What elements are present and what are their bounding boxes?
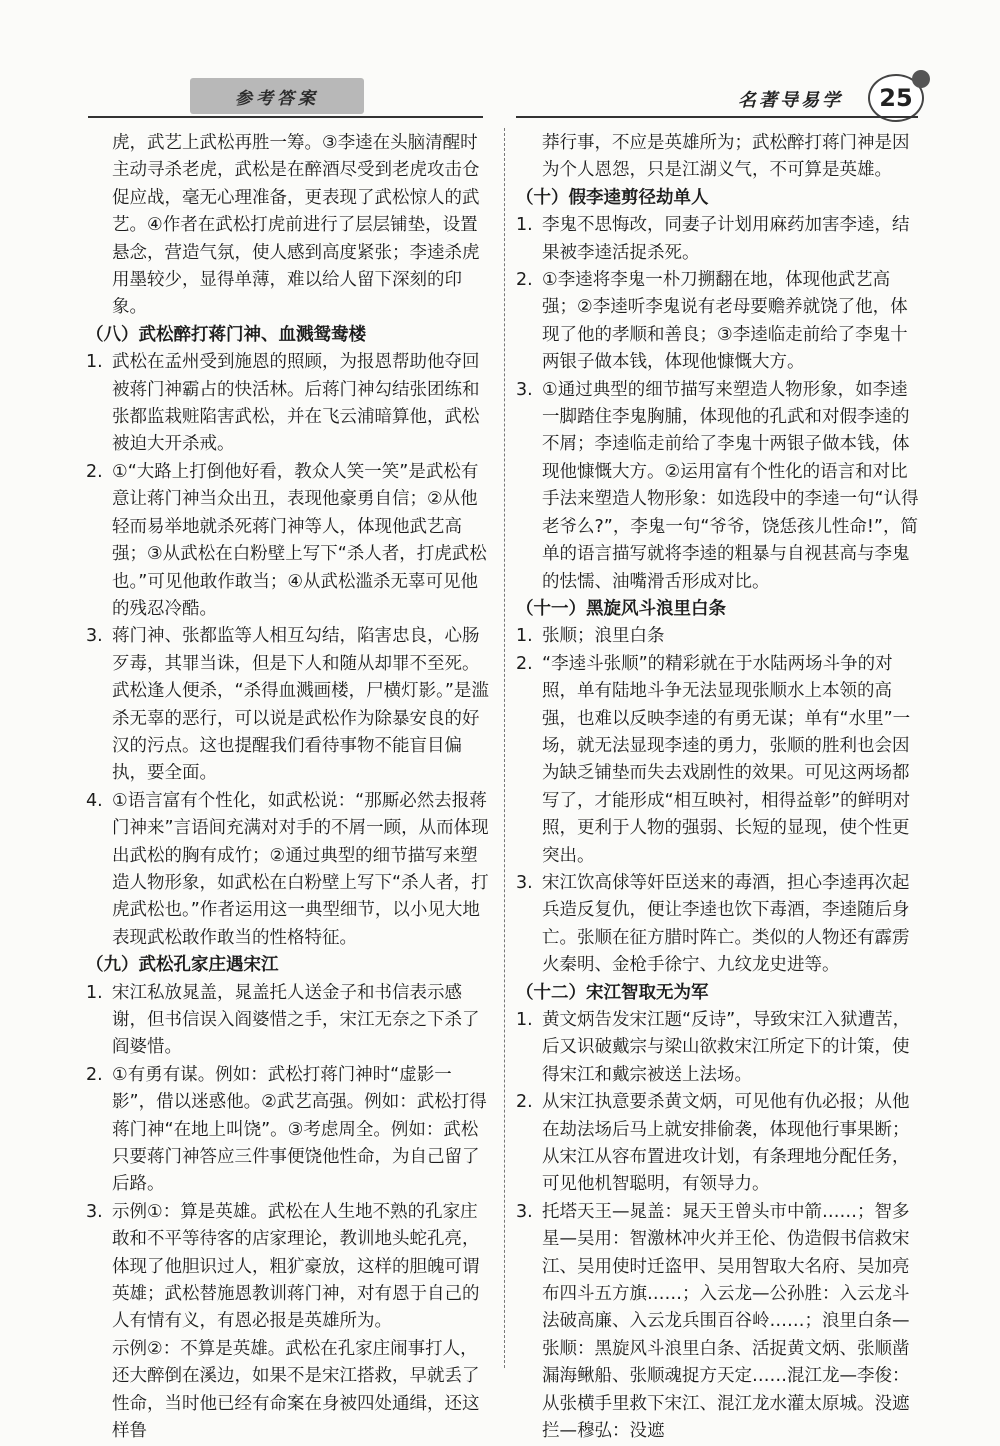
book-title: 名著导易学 <box>738 90 843 111</box>
section-heading: （九）武松孔家庄遇宋江 <box>86 955 279 976</box>
item-text: 示例①：算是英雄。武松在人生地不熟的孔家庄敢和不平等待客的店家理论，教训地头蛇孔亮，体现了他胆识过人，粗犷豪放，这样的胆魄可谓英雄；武松替施恩教训蒋门神，对有恩于自己的人有情有义，有恩必报是英雄所为。 <box>112 1201 480 1332</box>
item-text: 张顺；浪里白条 <box>542 626 665 647</box>
item-number: 2. <box>86 461 103 482</box>
item-number: 3. <box>86 1201 103 1222</box>
section-heading: （八）武松醉打蒋门神、血溅鸳鸯楼 <box>86 324 366 345</box>
item-text: 从宋江执意要杀黄文炳，可见他有仇必报；从他在劫法场后马上就安排偷袭，体现他行事果断；从宋江从容布置进攻计划，有条理地分配任务，可见他机智聪明，有领导力。 <box>542 1092 910 1195</box>
left-column <box>86 130 492 1446</box>
item-text: ①“大路上打倒他好看，教众人笑一笑”是武松有意让蒋门神当众出丑，表现他豪勇自信；②从他轻而易举地就杀死蒋门神等人，体现他武艺高强；③从武松在白粉壁上写下“杀人者，打虎武松也。”可见他敢作敢当；④从武松滥杀无辜可见他的残忍冷酷。 <box>112 461 487 619</box>
item-number: 3. <box>86 626 103 647</box>
item-number: 2. <box>516 653 533 674</box>
item-text: ①李逵将李鬼一朴刀搠翻在地，体现他武艺高强；②李逵听李鬼说有老母要赡养就饶了他，体现了他的孝顺和善良；③李逵临走前给了李鬼十两银子做本钱，体现他慷慨大方。 <box>542 270 908 373</box>
answer-item <box>516 651 922 870</box>
page-number-badge <box>868 74 924 122</box>
item-number: 3. <box>516 379 533 400</box>
item-number: 2. <box>516 1092 533 1113</box>
item-number: 2. <box>516 270 533 291</box>
answer-item <box>86 349 492 459</box>
section-heading: （十）假李逵剪径劫单人 <box>516 187 709 208</box>
answer-key-tag: 参考答案 <box>190 78 364 114</box>
column-divider <box>504 128 505 1368</box>
item-text: 武松在孟州受到施恩的照顾，为报恩帮助他夺回被蒋门神霸占的快活林。后蒋门神勾结张团练和张都监栽赃陷害武松，并在飞云浦暗算他，武松被迫大开杀戒。 <box>112 352 480 455</box>
section-heading: （十二）宋江智取无为军 <box>516 982 709 1003</box>
answer-item <box>86 1199 492 1336</box>
header-rule-left <box>88 116 483 118</box>
answer-item <box>86 1062 492 1199</box>
answer-item <box>516 377 922 596</box>
item-number: 3. <box>516 872 533 893</box>
page-header <box>0 0 1000 125</box>
item-number: 1. <box>516 215 533 236</box>
item-text: 托塔天王—晁盖：晁天王曾头市中箭……；智多星—吴用：智激林冲火并王伦、伪造假书信救宋江、吴用使时迁盗甲、吴用智取大名府、吴加亮布四斗五方旗……；入云龙—公孙胜：入云龙斗法破高廉、入云龙兵围百谷岭……；浪里白条—张顺：黑旋风斗浪里白条、活捉黄文炳、张顺凿漏海鳅船、张顺魂捉方天定……混江龙—李俊：从张横手里救下宋江、混江龙水灌太原城。没遮拦—穆弘：没遮 <box>542 1201 910 1442</box>
carry-over-text: 莽行事，不应是英雄所为；武松醉打蒋门神是因为个人恩怨，只是江湖义气，不可算是英雄。 <box>542 133 910 181</box>
answer-item <box>86 788 492 952</box>
item-text: 宋江私放晁盖，晁盖托人送金子和书信表示感谢，但书信误入阎婆惜之手，宋江无奈之下杀了阎婆惜。 <box>112 982 480 1058</box>
answer-item <box>86 459 492 623</box>
item-number: 1. <box>86 352 103 373</box>
item-text: 宋江饮高俅等奸臣送来的毒酒，担心李逵再次起兵造反复仇，便让李逵也饮下毒酒，李逵随后身亡。张顺在征方腊时阵亡。类似的人物还有霹雳火秦明、金枪手徐宁、九纹龙史进等。 <box>542 872 910 976</box>
item-text: 蒋门神、张都监等人相互勾结，陷害忠良，心肠歹毒，其罪当诛，但是下人和随从却罪不至死。武松逢人便杀，“杀得血溅画楼，尸横灯影。”是滥杀无辜的恶行，可以说是武松作为除暴安良的好汉的污点。这也提醒我们看待事物不能盲目偏执，要全面。 <box>112 626 489 784</box>
answer-item <box>516 212 922 267</box>
answer-item <box>516 1089 922 1199</box>
item-text: ①语言富有个性化，如武松说：“那厮必然去报蒋门神来”言语间充满对对手的不屑一顾，从而体现出武松的胸有成竹；②通过典型的细节描写来塑造人物形象，如武松在白粉壁上写下“杀人者，打虎武松也。”作者运用这一典型细节，以小见大地表现武松敢作敢当的性格特征。 <box>112 790 489 948</box>
item-number: 4. <box>86 790 103 811</box>
item-text: 黄文炳告发宋江题“反诗”，导致宋江入狱遭苦，后又识破戴宗与梁山欲救宋江所定下的计策，使得宋江和戴宗被送上法场。 <box>542 1010 911 1085</box>
answer-item <box>86 980 492 1062</box>
page-number: 25 <box>879 84 913 112</box>
answer-item <box>516 623 922 650</box>
section-heading: （十一）黑旋风斗浪里白条 <box>516 598 726 619</box>
answer-item <box>86 623 492 787</box>
item-number: 3. <box>516 1201 533 1222</box>
header-rule-right <box>516 116 918 118</box>
right-column <box>516 130 922 1446</box>
item-number: 2. <box>86 1064 103 1085</box>
item-text: “李逵斗张顺”的精彩就在于水陆两场斗争的对照，单有陆地斗争无法显现张顺水上本领的高强，也难以反映李逵的有勇无谋；单有“水里”一场，就无法显现李逵的勇力，张顺的胜利也会因为缺乏铺垫而失去戏剧性的效果。可见这两场都写了，才能形成“相互映衬，相得益彰”的鲜明对照，更利于人物的强弱、长短的显现，使个性更突出。 <box>542 653 911 866</box>
item-text: ①有勇有谋。例如：武松打蒋门神时“虚影一影”，借以迷惑他。②武艺高强。例如：武松打得蒋门神“在地上叫饶”。③考虑周全。例如：武松只要蒋门神答应三件事便饶他性命，为自己留了后路。 <box>112 1064 487 1195</box>
answer-item <box>516 267 922 377</box>
item-number: 1. <box>516 1010 533 1030</box>
item-number: 1. <box>86 982 103 1003</box>
example-two-text: 示例②：不算是英雄。武松在孔家庄闹事打人，还大醉倒在溪边，如果不是宋江搭救，早就丢了性命，当时他已经有命案在身被四处通缉，还这样鲁 <box>112 1338 480 1442</box>
badge-dot-icon <box>912 70 930 88</box>
answer-item <box>516 870 922 980</box>
answer-item <box>516 1007 922 1089</box>
item-text: ①通过典型的细节描写来塑造人物形象，如李逵一脚踏住李鬼胸脯，体现他的孔武和对假李逵的不屑；李逵临走前给了李鬼十两银子做本钱，体现他慷慨大方。②运用富有个性化的语言和对比手法来塑造人物形象：如选段中的李逵一句“认得老爷么?”，李鬼一句“爷爷，饶恁孩儿性命!”，简单的语言描写就将李逵的粗暴与自视甚高与李鬼的怯懦、油嘴滑舌形成对比。 <box>542 379 919 592</box>
item-number: 1. <box>516 626 533 647</box>
answer-item <box>516 1199 922 1446</box>
carry-over-text: 虎，武艺上武松再胜一筹。③李逵在头脑清醒时主动寻杀老虎，武松是在醉酒尽受到老虎攻击仓促应战，毫无心理准备，更表现了武松惊人的武艺。④作者在武松打虎前进行了层层铺垫，设置悬念，营造气氛，使人感到高度紧张；李逵杀虎用墨较少，显得单薄，难以给人留下深刻的印象。 <box>112 133 480 318</box>
item-text: 李鬼不思悔改，同妻子计划用麻药加害李逵，结果被李逵活捉杀死。 <box>542 215 910 263</box>
